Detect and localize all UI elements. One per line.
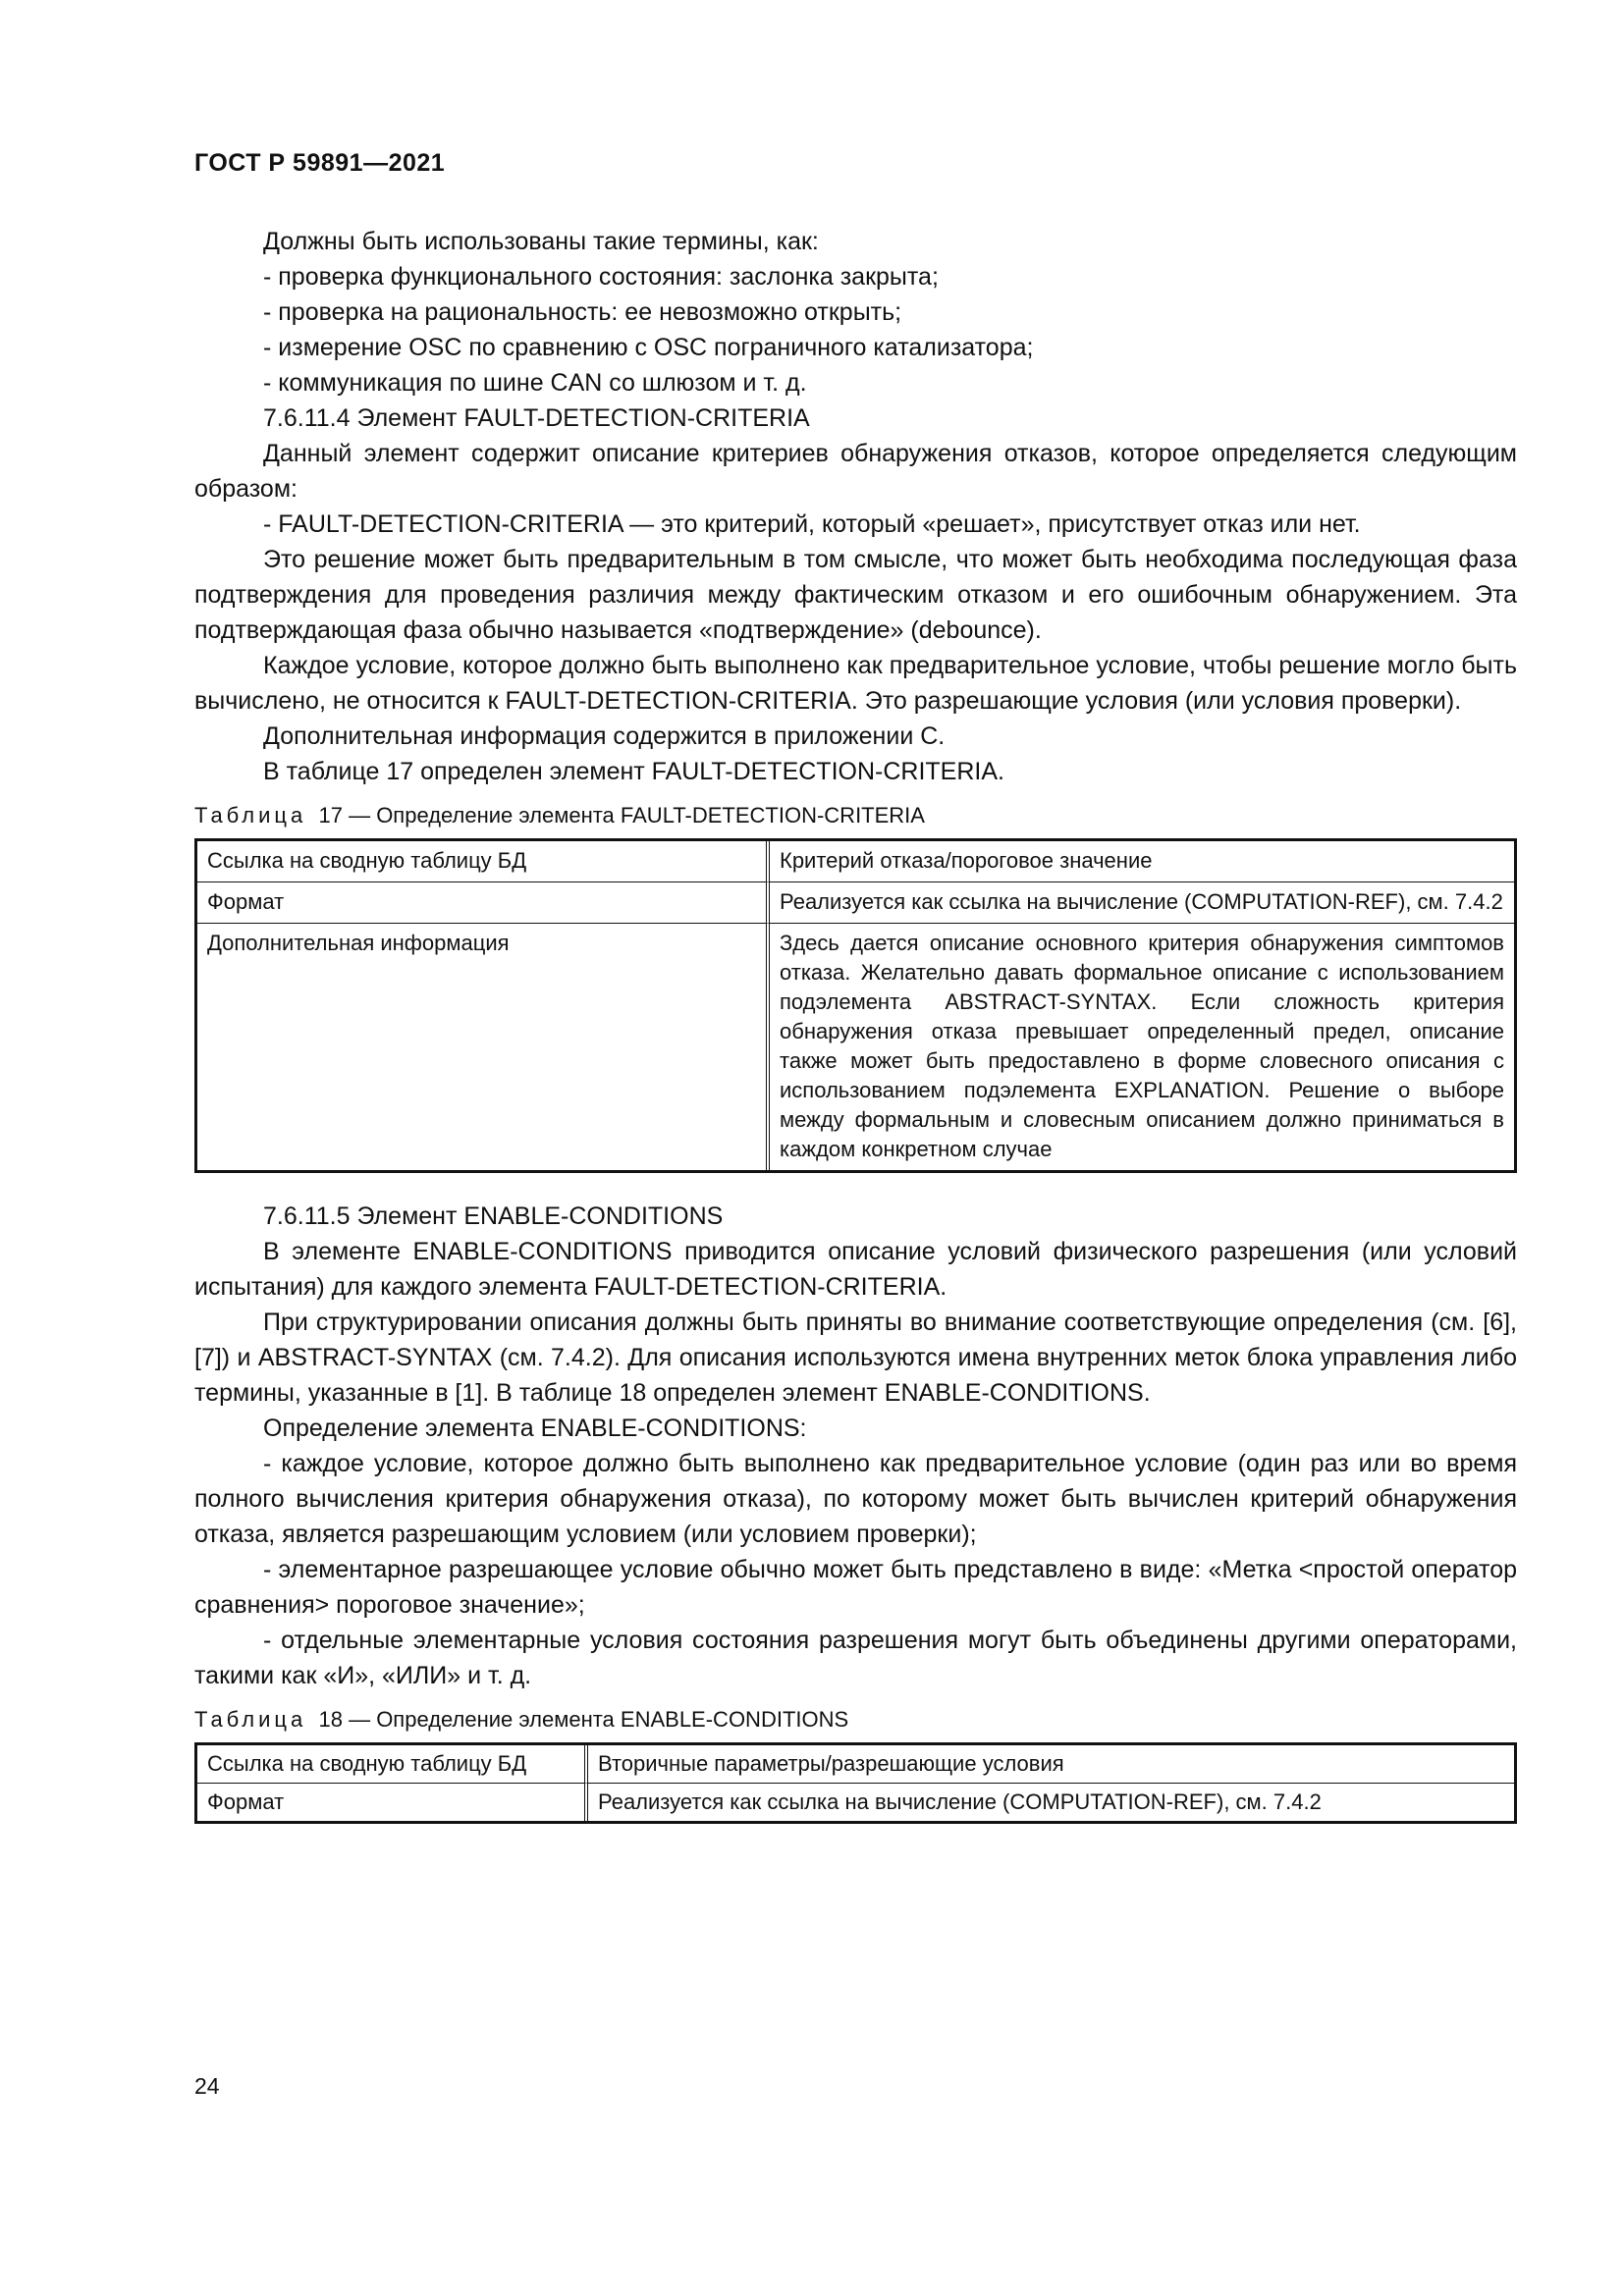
table-row bbox=[197, 882, 1514, 924]
table-cell: Ссылка на сводную таблицу БД bbox=[197, 841, 770, 882]
table-row bbox=[197, 924, 1514, 1170]
table-17 bbox=[194, 838, 1517, 1173]
table-cell: Ссылка на сводную таблицу БД bbox=[197, 1745, 588, 1784]
table-18 bbox=[194, 1742, 1517, 1824]
paragraph: Дополнительная информация содержится в приложении С. bbox=[263, 722, 946, 750]
list-item: - FAULT-DETECTION-CRITERIA — это критерий, который «решает», присутствует отказ или нет. bbox=[263, 510, 1361, 538]
table-cell: Критерий отказа/пороговое значение bbox=[770, 841, 1514, 882]
table-caption-text: 18 — Определение элемента ENABLE-CONDITIONS bbox=[318, 1707, 849, 1732]
table-caption-label: Таблица bbox=[194, 1707, 307, 1732]
section-heading: 7.6.11.4 Элемент FAULT-DETECTION-CRITERIA bbox=[263, 404, 810, 432]
paragraph: В элементе ENABLE-CONDITIONS приводится описание условий физического разрешения (или условий испытания) для каждого элемента FAULT-DETECTION-CRITERIA. bbox=[194, 1238, 1517, 1301]
table-row bbox=[197, 1784, 1514, 1821]
table-caption-label: Таблица bbox=[194, 803, 307, 828]
paragraph: Каждое условие, которое должно быть выполнено как предварительное условие, чтобы решение могло быть вычислено, не относится к FAULT-DETECTION-CRITERIA. Это разрешающие условия (или условия проверки). bbox=[194, 652, 1517, 715]
table-cell: Реализуется как ссылка на вычисление (COMPUTATION-REF), см. 7.4.2 bbox=[770, 882, 1514, 924]
paragraph: Должны быть использованы такие термины, как: bbox=[263, 228, 819, 255]
table-cell: Реализуется как ссылка на вычисление (COMPUTATION-REF), см. 7.4.2 bbox=[598, 1789, 1322, 1814]
list-item: - проверка функционального состояния: заслонка закрыта; bbox=[263, 263, 939, 291]
section-heading: 7.6.11.5 Элемент ENABLE-CONDITIONS bbox=[263, 1202, 724, 1230]
document-header: ГОСТ Р 59891—2021 bbox=[194, 149, 446, 177]
list-item: - элементарное разрешающее условие обычно может быть представлено в виде: «Метка <простой оператор сравнения> пороговое значение»; bbox=[194, 1556, 1517, 1619]
table-cell: Формат bbox=[197, 882, 770, 924]
paragraph: В таблице 17 определен элемент FAULT-DETECTION-CRITERIA. bbox=[263, 758, 1004, 785]
table-row bbox=[197, 1745, 1514, 1784]
paragraph: При структурировании описания должны быть приняты во внимание соответствующие определения (см. [6], [7]) и ABSTRACT-SYNTAX (см. 7.4.2). Для описания используются имена внутренних меток блока управления либо термины, указанные в [1]. В таблице 18 определен элемент ENABLE-CONDITIONS. bbox=[194, 1308, 1517, 1407]
table-caption bbox=[194, 801, 1517, 830]
page-content bbox=[194, 224, 1517, 1824]
page-number: 24 bbox=[194, 2073, 220, 2099]
table-row bbox=[197, 841, 1514, 882]
paragraph: Это решение может быть предварительным в том смысле, что может быть необходима последующая фаза подтверждения для проведения различия между фактическим отказом и его ошибочным обнаружением. Эта подтверждающая фаза обычно называется «подтверждение» (debounce). bbox=[194, 546, 1517, 644]
paragraph: Данный элемент содержит описание критериев обнаружения отказов, которое определяется следующим образом: bbox=[194, 440, 1517, 503]
list-item: - измерение OSC по сравнению с OSC пограничного катализатора; bbox=[263, 334, 1034, 361]
table-caption bbox=[194, 1705, 1517, 1735]
table-cell: Дополнительная информация bbox=[197, 924, 770, 1170]
table-caption-text: 17 — Определение элемента FAULT-DETECTION-CRITERIA bbox=[318, 803, 925, 828]
list-item: - отдельные элементарные условия состояния разрешения могут быть объединены другими операторами, такими как «И», «ИЛИ» и т. д. bbox=[194, 1627, 1517, 1689]
table-cell: Здесь дается описание основного критерия обнаружения симптомов отказа. Желательно давать формальное описание с использованием подэлемента ABSTRACT-SYNTAX. Если сложность критерия обнаружения отказа превышает определенный предел, описание также может быть предоставлено в форме словесного описания с использованием подэлемента EXPLANATION. Решение о выборе между формальным и словесным описанием должно приниматься в каждом конкретном случае bbox=[780, 931, 1504, 1161]
list-item: - каждое условие, которое должно быть выполнено как предварительное условие (один раз или во время полного вычисления критерия обнаружения отказа), по которому может быть вычислен критерий обнаружения отказа, является разрешающим условием (или условием проверки); bbox=[194, 1450, 1517, 1548]
table-cell: Вторичные параметры/разрешающие условия bbox=[588, 1745, 1514, 1784]
table-cell: Формат bbox=[197, 1784, 588, 1821]
paragraph: Определение элемента ENABLE-CONDITIONS: bbox=[263, 1415, 807, 1442]
list-item: - проверка на рациональность: ее невозможно открыть; bbox=[263, 298, 902, 326]
list-item: - коммуникация по шине CAN со шлюзом и т. д. bbox=[263, 369, 807, 397]
